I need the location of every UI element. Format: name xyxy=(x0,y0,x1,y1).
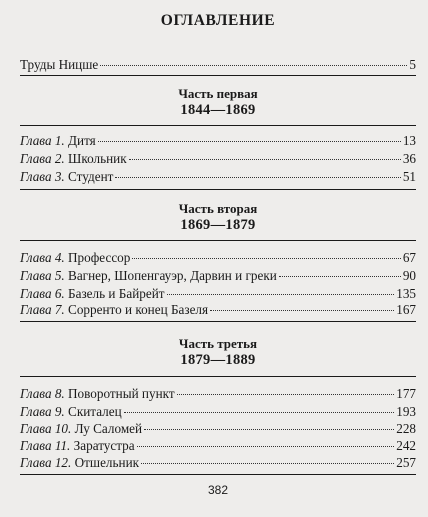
toc-entry[interactable] xyxy=(20,249,416,266)
chapter-prefix: Глава 8. xyxy=(20,386,65,401)
toc-entry[interactable] xyxy=(20,168,416,185)
part-heading: Часть первая xyxy=(178,86,258,101)
chapter-page: 135 xyxy=(396,286,416,301)
chapter-page: 13 xyxy=(402,133,416,148)
page-title: ОГЛАВЛЕНИЕ xyxy=(160,12,276,29)
toc-entry[interactable] xyxy=(20,420,416,437)
part-heading: Часть вторая xyxy=(178,201,258,216)
part-years: 1869—1879 xyxy=(180,217,256,233)
chapter-prefix: Глава 12. xyxy=(20,455,72,470)
dot-leader xyxy=(141,463,394,464)
chapter-page: 193 xyxy=(396,404,416,419)
part-heading: Часть третья xyxy=(178,336,258,351)
chapter-page: 257 xyxy=(396,455,416,470)
chapter-prefix: Глава 5. xyxy=(20,268,65,283)
page-number: 382 xyxy=(207,483,229,497)
chapter-page: 228 xyxy=(396,421,416,436)
chapter-prefix: Глава 2. xyxy=(20,151,65,166)
entry-page: 5 xyxy=(409,57,416,72)
chapter-page: 51 xyxy=(402,169,416,184)
chapter-page: 177 xyxy=(396,386,416,401)
dot-leader xyxy=(100,65,407,66)
toc-page xyxy=(20,0,416,517)
toc-entry[interactable] xyxy=(20,285,416,302)
dot-leader xyxy=(210,310,394,311)
chapter-title: Отшельник xyxy=(74,455,140,470)
dot-leader xyxy=(132,258,400,259)
chapter-title: Базель и Байрейт xyxy=(68,286,165,301)
chapter-prefix: Глава 6. xyxy=(20,286,65,301)
entry-title: Труды Ницше xyxy=(20,57,99,72)
dot-leader xyxy=(144,429,394,430)
divider xyxy=(20,376,416,377)
divider xyxy=(20,125,416,126)
chapter-title: Сорренто и конец Базеля xyxy=(68,302,209,317)
chapter-title: Вагнер, Шопенгауэр, Дарвин и греки xyxy=(68,268,277,283)
dot-leader xyxy=(98,141,401,142)
chapter-prefix: Глава 9. xyxy=(20,404,65,419)
chapter-title: Поворотный пункт xyxy=(68,386,175,401)
toc-entry[interactable] xyxy=(20,301,416,318)
dot-leader xyxy=(137,446,395,447)
toc-entry[interactable] xyxy=(20,437,416,454)
toc-entry[interactable] xyxy=(20,454,416,471)
dot-leader xyxy=(115,177,400,178)
chapter-prefix: Глава 7. xyxy=(20,302,65,317)
toc-entry[interactable] xyxy=(20,403,416,420)
dot-leader xyxy=(129,159,401,160)
chapter-title: Лу Саломей xyxy=(74,421,143,436)
chapter-page: 167 xyxy=(396,302,416,317)
toc-entry[interactable] xyxy=(20,150,416,167)
divider xyxy=(20,75,416,76)
chapter-prefix: Глава 1. xyxy=(20,133,65,148)
divider xyxy=(20,240,416,241)
dot-leader xyxy=(279,276,401,277)
chapter-title: Скиталец xyxy=(68,404,122,419)
chapter-page: 90 xyxy=(402,268,416,283)
chapter-title: Заратустра xyxy=(73,438,135,453)
chapter-page: 67 xyxy=(402,250,416,265)
chapter-prefix: Глава 10. xyxy=(20,421,72,436)
toc-entry-intro[interactable] xyxy=(20,56,416,73)
chapter-prefix: Глава 3. xyxy=(20,169,65,184)
divider xyxy=(20,474,416,475)
chapter-prefix: Глава 4. xyxy=(20,250,65,265)
chapter-title: Студент xyxy=(68,169,114,184)
chapter-title: Дитя xyxy=(68,133,96,148)
chapter-title: Школьник xyxy=(68,151,127,166)
chapter-page: 36 xyxy=(402,151,416,166)
toc-entry[interactable] xyxy=(20,385,416,402)
dot-leader xyxy=(177,394,395,395)
dot-leader xyxy=(124,412,395,413)
dot-leader xyxy=(167,294,395,295)
toc-entry[interactable] xyxy=(20,132,416,149)
chapter-title: Профессор xyxy=(68,250,131,265)
part-years: 1879—1889 xyxy=(180,352,256,368)
chapter-page: 242 xyxy=(396,438,416,453)
divider xyxy=(20,189,416,190)
chapter-prefix: Глава 11. xyxy=(20,438,71,453)
toc-entry[interactable] xyxy=(20,267,416,284)
part-years: 1844—1869 xyxy=(180,102,256,118)
divider xyxy=(20,321,416,322)
